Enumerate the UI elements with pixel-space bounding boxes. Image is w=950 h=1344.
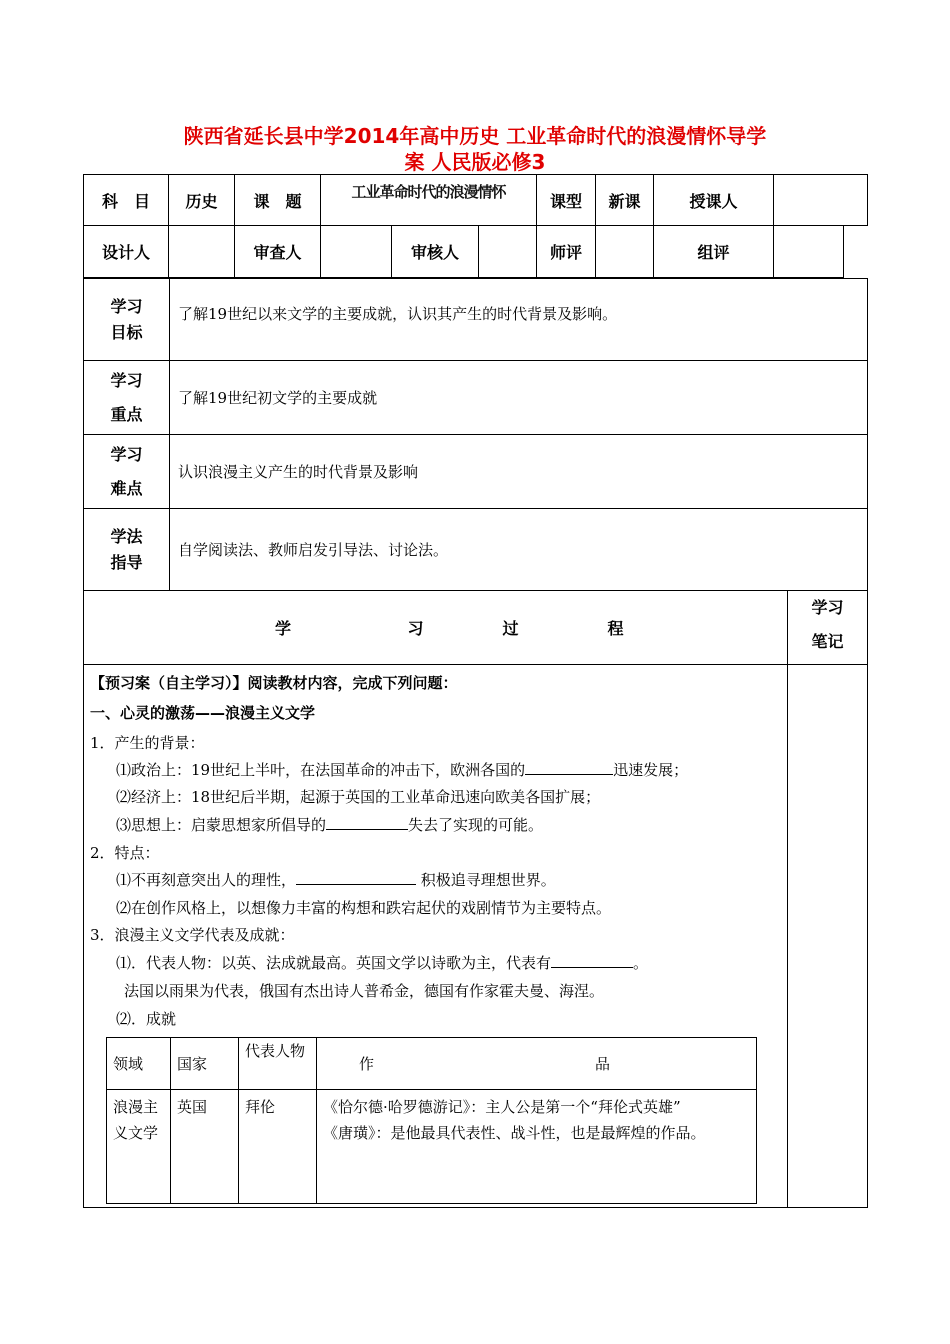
q1-heading: 1．产生的背景： — [90, 734, 205, 752]
method-label-2: 指导 — [110, 552, 143, 572]
q3-heading: 3．浪漫主义文学代表及成就： — [90, 926, 295, 944]
achievements-table — [106, 1037, 757, 1204]
q2a-post: 积极追寻理想世界。 — [416, 871, 556, 889]
q1a-pre: ⑴政治上：19世纪上半叶，在法国革命的冲击下，欧洲各国的 — [116, 761, 526, 779]
notes-column — [788, 665, 868, 1208]
row-representative: 拜伦 — [239, 1090, 317, 1204]
row-work-1: 《恰尔德·哈罗德游记》：主人公是第一个“拜伦式英雄” — [323, 1098, 681, 1116]
process-heading — [84, 591, 788, 665]
process-char-2: 习 — [407, 619, 424, 638]
q2a-blank — [296, 868, 416, 885]
q2a-pre: ⑴不再刻意突出人的理性， — [116, 871, 297, 889]
header-table — [83, 174, 868, 278]
method-text: 自学阅读法、教师启发引导法、讨论法。 — [170, 509, 868, 591]
document-title-line2: 案 人民版必修3 — [404, 150, 546, 174]
method-label-1: 学法 — [110, 526, 143, 546]
row-work-2: 《唐璜》：是他最具代表性、战斗性，也是最辉煌的作品。 — [323, 1124, 706, 1142]
q1c-line — [116, 813, 543, 837]
focus-text: 了解19世纪初文学的主要成就 — [170, 361, 868, 435]
section1-heading: 一、心灵的激荡——浪漫主义文学 — [90, 704, 316, 722]
document-title-line1: 陕西省延长县中学2014年高中历史 工业革命时代的浪漫情怀导学 — [183, 124, 767, 148]
col-works-1: 作 — [359, 1054, 375, 1073]
process-char-3: 过 — [502, 619, 519, 638]
q1a-post: 迅速发展； — [613, 761, 689, 779]
difficulty-text: 认识浪漫主义产生的时代背景及影响 — [170, 435, 868, 509]
designer-value — [169, 226, 235, 278]
preview-heading: 【预习案（自主学习）】阅读教材内容，完成下列问题： — [90, 674, 458, 692]
designer-label: 设计人 — [84, 226, 169, 278]
q1c-pre: ⑶思想上：启蒙思想家所倡导的 — [116, 816, 327, 834]
type-label: 课型 — [537, 175, 596, 226]
focus-label-2: 重点 — [110, 404, 143, 424]
process-content — [84, 665, 788, 1208]
col-representative: 代表人物 — [239, 1038, 317, 1090]
group-eval-label: 组评 — [654, 226, 774, 278]
topic-value: 工业革命时代的浪漫情怀 — [351, 183, 506, 201]
focus-label-1: 学习 — [110, 370, 143, 390]
difficulty-label-1: 学习 — [110, 444, 143, 464]
reviewer-label: 审查人 — [235, 226, 321, 278]
col-field: 领域 — [107, 1038, 171, 1090]
col-country: 国家 — [171, 1038, 239, 1090]
teacher-label: 授课人 — [654, 175, 774, 226]
col-works-2: 品 — [595, 1054, 611, 1073]
goal-label-2: 目标 — [110, 322, 143, 342]
q3c-line: ⑵．成就 — [116, 1010, 177, 1028]
reviewer-value — [321, 226, 392, 277]
q2a-line — [116, 868, 556, 892]
notes-label-1: 学习 — [811, 598, 844, 617]
q1c-post: 失去了实现的可能。 — [408, 816, 544, 834]
q1b-line: ⑵经济上：18世纪后半期，起源于英国的工业革命迅速向欧美各国扩展； — [116, 788, 601, 806]
subject-label: 科 目 — [84, 175, 169, 226]
approver-value — [479, 226, 537, 277]
q2-heading: 2．特点： — [90, 844, 160, 862]
col-works — [317, 1038, 757, 1090]
q1c-blank — [326, 813, 408, 830]
q1a-line — [116, 758, 688, 782]
group-eval-value — [774, 226, 844, 278]
q3a-blank — [551, 951, 633, 968]
q2b-line: ⑵在创作风格上，以想像力丰富的构想和跌宕起伏的戏剧情节为主要特点。 — [116, 899, 612, 917]
teacher-eval-value — [596, 226, 654, 278]
subject-value: 历史 — [169, 175, 235, 226]
teacher-eval-label: 师评 — [537, 226, 596, 278]
q1a-blank — [525, 758, 613, 775]
goal-text: 了解19世纪以来文学的主要成就，认识其产生的时代背景及影响。 — [170, 279, 868, 361]
approver-label: 审核人 — [392, 226, 479, 277]
difficulty-label-2: 难点 — [110, 478, 143, 498]
goal-label-1: 学习 — [110, 296, 143, 316]
row-field: 浪漫主义文学 — [107, 1090, 171, 1204]
process-table — [83, 590, 868, 1208]
topic-label: 课 题 — [235, 175, 321, 226]
q3a-pre: ⑴．代表人物：以英、法成就最高。英国文学以诗歌为主，代表有 — [116, 954, 552, 972]
q3b-line: 法国以雨果为代表，俄国有杰出诗人普希金，德国有作家霍夫曼、海涅。 — [124, 982, 605, 1000]
process-char-4: 程 — [607, 619, 624, 638]
process-char-1: 学 — [274, 619, 291, 638]
info-table — [83, 278, 868, 591]
row-works — [317, 1090, 757, 1204]
teacher-value — [774, 175, 868, 226]
type-value: 新课 — [596, 175, 654, 226]
q3a-line — [116, 951, 648, 975]
q3a-post: 。 — [633, 954, 649, 972]
notes-label-2: 笔记 — [811, 632, 844, 651]
row-country: 英国 — [171, 1090, 239, 1204]
